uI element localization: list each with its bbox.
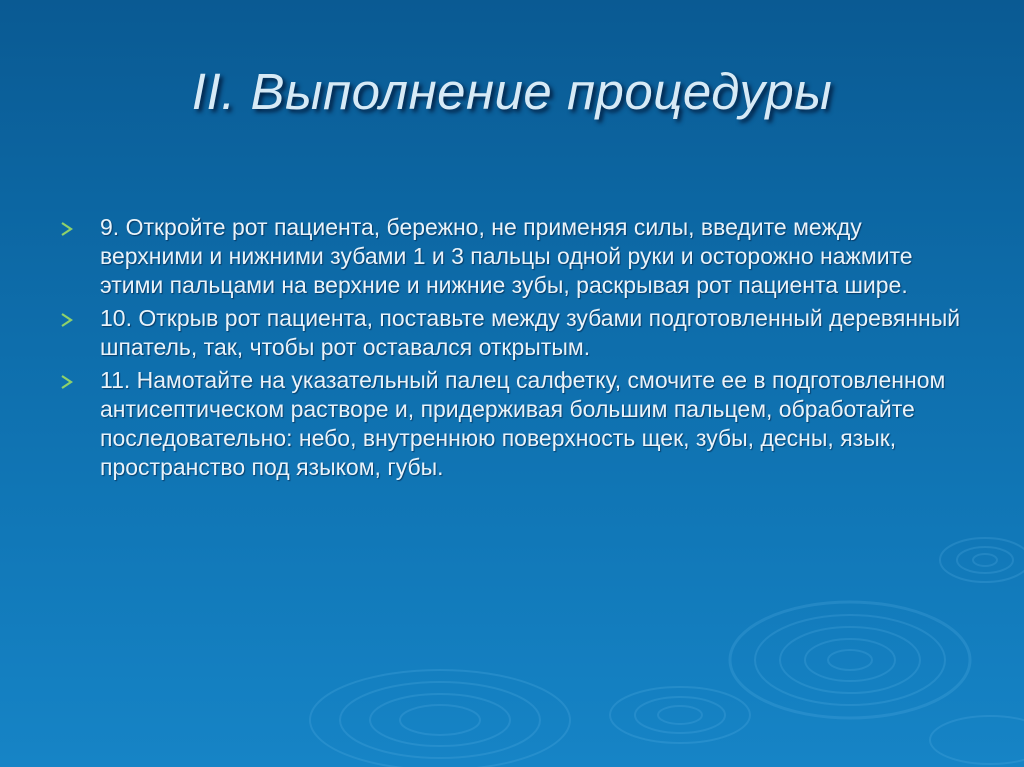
list-item xyxy=(60,304,970,362)
bullet-list xyxy=(60,213,970,486)
list-item-text: 9. Откройте рот пациента, бережно, не применяя силы, введите между верхними и нижними зубами 1 и 3 пальцы одной руки и осторожно нажмите этими пальцами на верхние и нижние зубы, раскрывая рот пациента шире. xyxy=(100,214,913,298)
list-item-text: 11. Намотайте на указательный палец салфетку, смочите ее в подготовленном антисептическом растворе и, придерживая большим пальцем, обработайте последовательно: небо, внутреннюю поверхность щек, зубы, десны, язык, пространство под языком, губы. xyxy=(100,367,946,480)
chevron-right-icon xyxy=(60,221,74,237)
list-item-text: 10. Открыв рот пациента, поставьте между зубами подготовленный деревянный шпатель, так, чтобы рот оставался открытым. xyxy=(100,305,961,360)
list-item xyxy=(60,213,970,300)
list-item xyxy=(60,366,970,482)
chevron-right-icon xyxy=(60,312,74,328)
chevron-right-icon xyxy=(60,374,74,390)
slide-title: II. Выполнение процедуры xyxy=(191,63,833,120)
